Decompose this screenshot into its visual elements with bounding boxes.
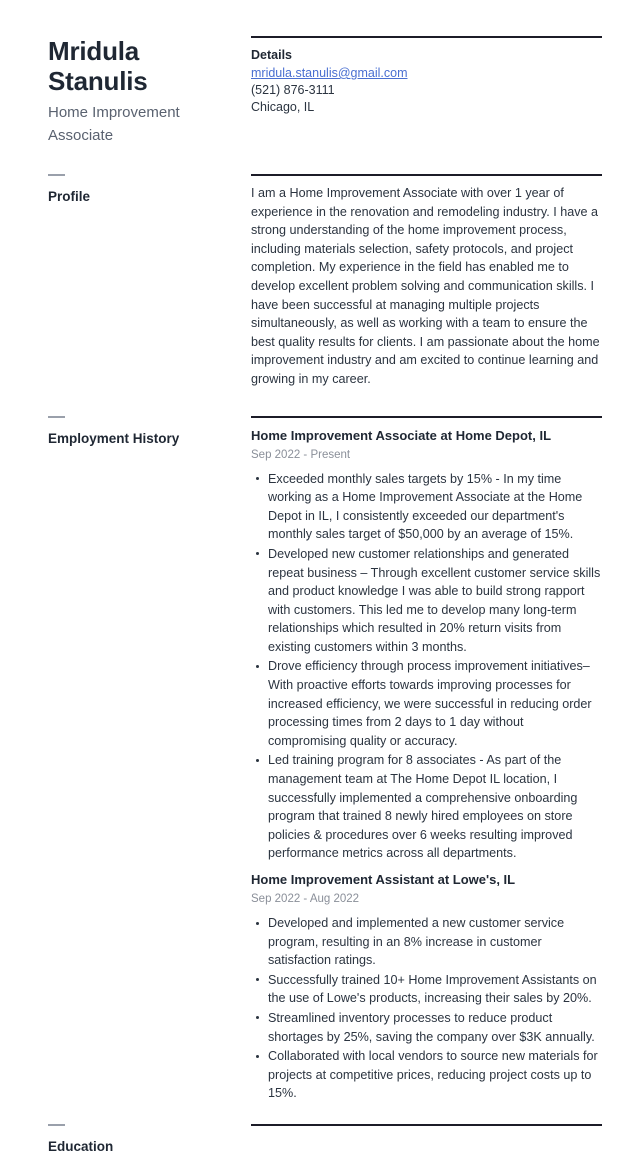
employment-section-title: Employment History xyxy=(48,430,180,446)
location-text: Chicago, IL xyxy=(251,100,315,114)
phone-text: (521) 876-3111 xyxy=(251,83,335,97)
profile-section-title: Profile xyxy=(48,189,91,204)
job-bullet: Drove efficiency through process improvement initiatives– With proactive efforts towards improving processes for increased efficiency, we were successful in reducing order processing times from 2 days to 1 day without compromising quality or accuracy. xyxy=(251,657,602,750)
job-bullet: Collaborated with local vendors to source new materials for projects at competitive prices, reducing project costs up to 15%. xyxy=(251,1047,602,1103)
profile-content xyxy=(251,174,602,389)
header-identity xyxy=(48,36,251,147)
employment-label-col xyxy=(48,416,251,447)
employment-divider xyxy=(251,416,602,418)
education-label-col xyxy=(48,1124,251,1155)
job-bullet: Developed and implemented a new customer service program, resulting in an 8% increase in customer satisfaction ratings. xyxy=(251,914,602,970)
details-section xyxy=(251,36,602,116)
job-dates: Sep 2022 - Aug 2022 xyxy=(251,893,360,905)
job-bullet: Successfully trained 10+ Home Improvement Assistants on the use of Lowe's products, increasing their sales by 20%. xyxy=(251,971,602,1008)
employment-content xyxy=(251,416,602,1104)
profile-label-col xyxy=(48,174,251,205)
section-dash xyxy=(48,1124,65,1126)
candidate-name: Mridula Stanulis xyxy=(48,36,148,96)
profile-divider xyxy=(251,174,602,176)
job-entry xyxy=(251,427,602,863)
spacer xyxy=(0,147,640,174)
job-bullet: Exceeded monthly sales targets by 15% - In my time working as a Home Improvement Associate at the Home Depot in IL, I consistently exceeded our department's monthly sales target of $50,000 by an average of 15%. xyxy=(251,470,602,544)
email-link[interactable]: mridula.stanulis@gmail.com xyxy=(251,66,408,80)
job-title: Home Improvement Assistant at Lowe's, IL xyxy=(251,872,516,887)
section-dash xyxy=(48,416,65,418)
education-section-title: Education xyxy=(48,1138,114,1154)
spacer xyxy=(0,389,640,416)
job-bullet: Streamlined inventory processes to reduce product shortages by 25%, saving the company over $3K annually. xyxy=(251,1009,602,1046)
details-divider xyxy=(251,36,602,38)
candidate-title: Home Improvement Associate xyxy=(48,104,180,144)
job-entry xyxy=(251,871,602,1103)
job-dates: Sep 2022 - Present xyxy=(251,448,351,461)
job-bullet: Developed new customer relationships and generated repeat business – Through excellent customer service skills and product knowledge I was able to build strong rapport with customers. This led me to develop many long-term relationships which resulted in 20% return visits from existing customers within 3 months. xyxy=(251,545,602,657)
job-bullet-list xyxy=(251,914,602,1103)
job-bullet: Led training program for 8 associates - As part of the management team at The Home Depot IL location, I successfully implemented a comprehensive onboarding program that trained 8 newly hired employees on store policies & procedures over 6 weeks resulting improved performance metrics across all departments. xyxy=(251,751,602,863)
section-dash xyxy=(48,174,65,176)
header-section xyxy=(0,0,640,147)
employment-section xyxy=(0,416,640,1104)
education-section xyxy=(0,1124,640,1155)
job-title: Home Improvement Associate at Home Depot, IL xyxy=(251,427,552,443)
education-divider xyxy=(251,1124,602,1126)
details-email-row xyxy=(251,64,602,82)
job-bullet-list xyxy=(251,470,602,863)
profile-section xyxy=(0,174,640,389)
spacer xyxy=(0,1104,640,1124)
profile-paragraph: I am a Home Improvement Associate with over 1 year of experience in the renovation and remodeling industry. I have a strong understanding of the home improvement process, including materials selection, safety protocols, and project completion. My experience in the field has enabled me to develop excellent problem solving and communication skills. I have been successful at managing multiple projects simultaneously, as well as working with a team to ensure the best quality results for clients. I am passionate about the home improvement industry and am excited to continue learning and growing in my career. xyxy=(251,186,600,386)
details-heading: Details xyxy=(251,48,292,62)
education-content xyxy=(251,1124,602,1126)
